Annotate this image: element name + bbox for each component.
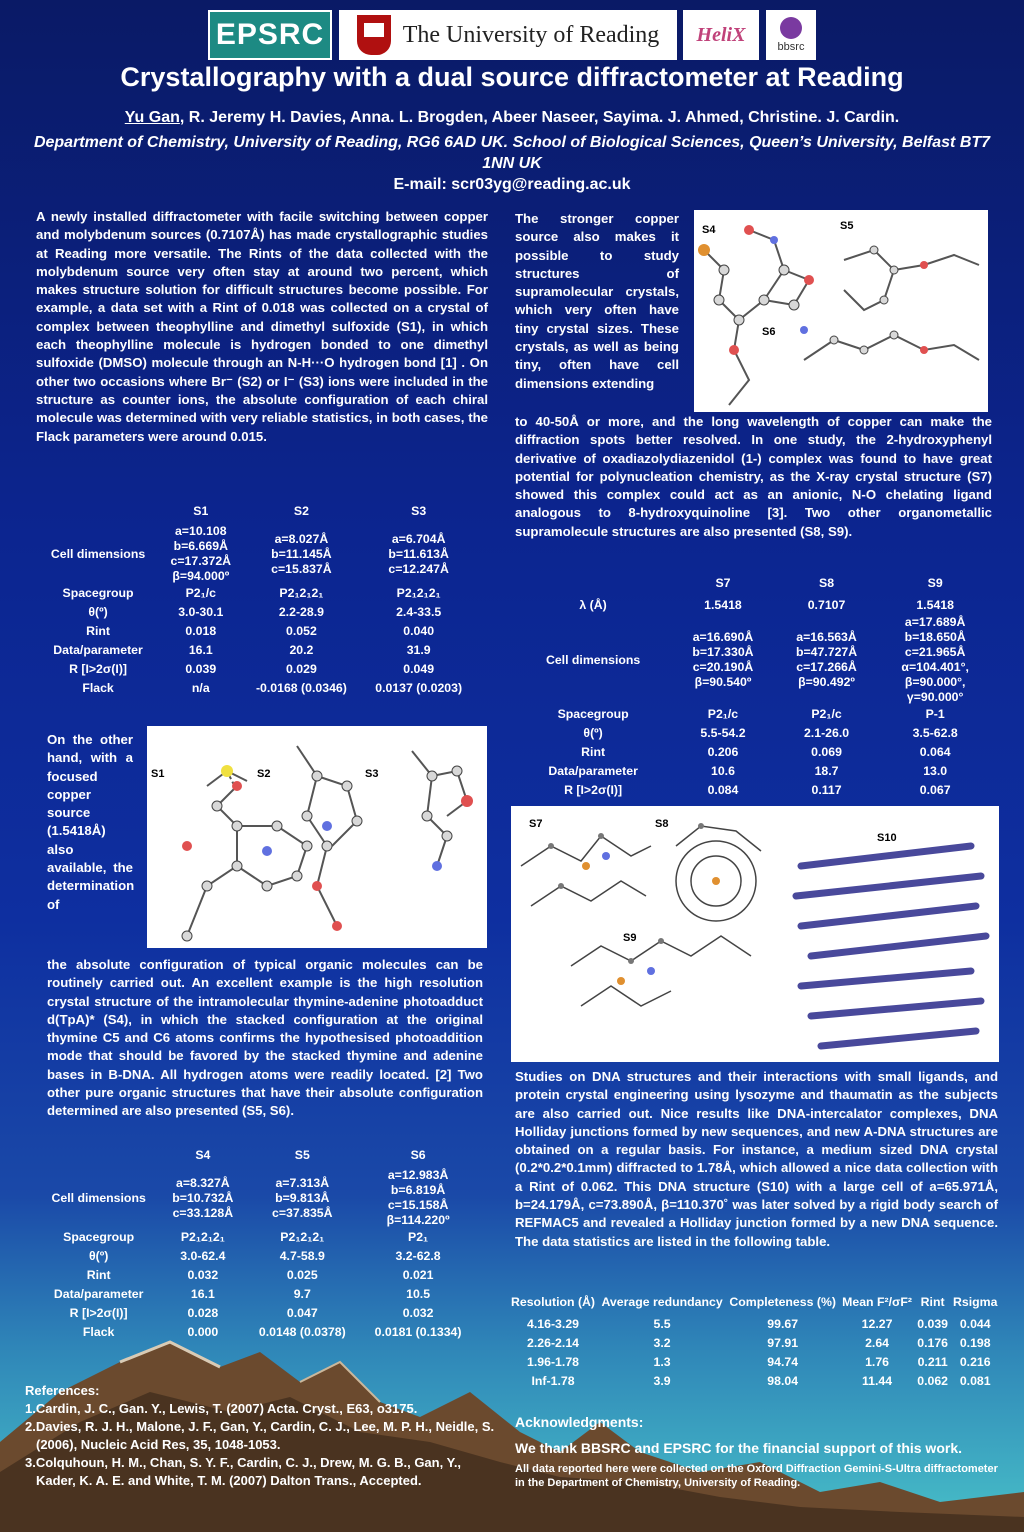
- column-header: S3: [411, 503, 427, 518]
- table-cell: 5.5-54.2: [700, 726, 746, 740]
- column-header: S6: [410, 1147, 426, 1162]
- table-row: [515, 705, 992, 724]
- table-row: [36, 679, 476, 698]
- table-cell: 1.76: [865, 1355, 890, 1369]
- table-cell: 0.7107: [807, 598, 846, 612]
- table-cell: 3.9: [653, 1374, 671, 1388]
- table-cell: 0.029: [286, 662, 317, 676]
- table-header-row: [36, 1145, 476, 1168]
- table-cell: P2₁/c: [185, 586, 216, 600]
- acknowledgments-heading: Acknowledgments:: [515, 1414, 644, 1430]
- table-cell: -0.0168 (0.0346): [255, 681, 347, 695]
- copper-paragraph-b: the absolute configuration of typical organic molecules can be routinely carried out. An excellent example is the high resolution crystal structure of the intramolecular thymine-adenine photoadduct d(TpA)* (S4), in which the stacked configuration at the original thymine C5 and C6 atoms confirms the hypothesised photoaddition mode that should be favored by the stacked thymine and adenine bases in B-DNA. All hydrogen atoms were readily located. [2] Two other pure organic structures that have their absolute configuration determined are also presented (S5, S6).: [47, 957, 483, 1119]
- label-s4: S4: [702, 224, 716, 236]
- row-label: Inf-1.78: [531, 1374, 575, 1388]
- table-cell: 0.211: [917, 1355, 948, 1369]
- column-header: S4: [195, 1147, 211, 1162]
- table-cell: P2₁2₁2₁: [396, 586, 441, 600]
- row-label: Spacegroup: [62, 586, 134, 600]
- table-cell: 0.216: [959, 1355, 991, 1369]
- stronger-paragraph-a: The stronger copper source also makes it possible to study structures of supramolecular crystals, which very often have tiny crystal sizes. These crystals, as well as being tiny, often have cell dimensions extending: [515, 211, 679, 391]
- epsrc-logo: EPSRC: [208, 10, 332, 60]
- table-cell: 0.176: [917, 1336, 949, 1350]
- table-cell: 0.032: [402, 1306, 434, 1320]
- copper-paragraph-a: On the other hand, with a focused copper source (1.5418Å) also available, the determination of: [47, 732, 135, 912]
- table-cell: 0.044: [959, 1317, 991, 1331]
- column-header: S1: [193, 503, 209, 518]
- table-cell: 31.9: [406, 643, 431, 657]
- table-cell: 12.27: [861, 1317, 893, 1331]
- table-cell: 0.025: [286, 1268, 318, 1282]
- row-label: Spacegroup: [63, 1230, 135, 1244]
- table-s1-s3: [36, 501, 476, 698]
- table-cell: 4.7-58.9: [279, 1249, 325, 1263]
- table-cell: 2.4-33.5: [396, 605, 442, 619]
- table-row: [508, 1353, 1000, 1372]
- table-cell: P2₁2₁2₁: [279, 586, 324, 600]
- row-label: R [I>2σ(I)]: [69, 1306, 128, 1320]
- table-row: [36, 524, 476, 584]
- table-cell: 1.5418: [704, 598, 742, 612]
- row-label: Cell dimensions: [51, 1190, 146, 1205]
- column-header: Mean F²/σF²: [842, 1294, 912, 1309]
- table-cell: 0.032: [187, 1268, 219, 1282]
- row-label: Rint: [581, 745, 606, 759]
- table-cell: a=7.313Å b=9.813Å c=37.835Å: [272, 1175, 333, 1220]
- row-label: 4.16-3.29: [527, 1317, 579, 1331]
- intro-paragraph: A newly installed diffractometer with facile switching between copper and molybdenum sources (0.7107Å) has made crystallographic studies at Reading more versatile. The Rints of the data collected with the molybdenum source very often stay at around two percent, which makes structure solution for difficult structures become possible. For example, a data set with a Rint of 0.018 was collected on a crystal of complex between theophylline and dimethyl sulfoxide (S1), in which each theophylline molecule is hydrogen bonded to one dimethyl sulfoxide (DMSO) molecule through an N-H···O hydrogen bond [1] . On other two occasions where Br⁻ (S2) or I⁻ (S3) ions were included in the structure as counter ions, the absolute configuration of each chiral molecule was determined with very reliable statistics, in both cases, the Flack parameters were around 0.015.: [36, 209, 488, 444]
- table-cell: 0.040: [403, 624, 435, 638]
- acknowledgments-section: [515, 1414, 999, 1490]
- column-header: S8: [819, 575, 835, 590]
- table-cell: a=8.027Å b=11.145Å c=15.837Å: [271, 531, 332, 576]
- row-label: Rint: [86, 1268, 111, 1282]
- table-cell: 18.7: [814, 764, 839, 778]
- column-header: Resolution (Å): [511, 1294, 596, 1309]
- bbsrc-mark-icon: [780, 17, 802, 39]
- table-cell: 3.5-62.8: [912, 726, 958, 740]
- table-cell: 20.2: [289, 643, 314, 657]
- table-cell: 3.2-62.8: [395, 1249, 441, 1263]
- table-cell: a=8.327Å b=10.732Å c=33.128Å: [172, 1175, 234, 1220]
- table-cell: 1.3: [653, 1355, 671, 1369]
- table-row: [515, 743, 992, 762]
- table-row: [515, 596, 992, 615]
- table-header-row: [508, 1292, 1000, 1315]
- table-row: [36, 1323, 476, 1342]
- table-cell: 0.062: [917, 1374, 949, 1388]
- column-header: S5: [294, 1147, 310, 1162]
- helix-logo: HeliX: [683, 10, 759, 60]
- label-s1: S1: [151, 768, 165, 780]
- table-cell: 0.000: [187, 1325, 219, 1339]
- table-cell: 0.198: [959, 1336, 991, 1350]
- row-label: Data/parameter: [548, 764, 638, 778]
- table-row: [36, 584, 476, 603]
- references-section: [25, 1382, 495, 1490]
- table-cell: 98.04: [767, 1374, 799, 1388]
- row-label: Data/parameter: [53, 1287, 144, 1301]
- table-cell: P2₁: [408, 1230, 429, 1244]
- reference-item: 1.Cardin, J. C., Gan. Y., Lewis, T. (2007) Acta. Cryst., E63, o3175.: [25, 1401, 418, 1416]
- table-row: [508, 1334, 1000, 1353]
- table-row: [36, 641, 476, 660]
- figure-s4-s6: [694, 210, 988, 412]
- table-cell: 0.018: [185, 624, 217, 638]
- table-cell: 2.1-26.0: [803, 726, 850, 740]
- column-header: S2: [293, 503, 309, 518]
- row-label: θ(º): [88, 1249, 109, 1263]
- crest-icon: [357, 15, 391, 55]
- table-cell: 0.0148 (0.0378): [258, 1325, 346, 1339]
- column-header: Completeness (%): [729, 1294, 836, 1309]
- table-cell: 16.1: [190, 1287, 215, 1301]
- table-cell: 0.117: [811, 783, 842, 797]
- label-s5: S5: [840, 220, 854, 232]
- table-cell: 97.91: [767, 1336, 799, 1350]
- table-row: [36, 1228, 476, 1247]
- table-cell: 0.064: [919, 745, 951, 759]
- column-header: S7: [715, 575, 731, 590]
- table-cell: a=17.689Å b=18.650Å c=21.965Å α=104.401°, β=90.000°, γ=90.000°: [901, 615, 969, 704]
- table-cell: 16.1: [188, 643, 213, 657]
- table-cell: 5.5: [653, 1317, 671, 1331]
- row-label: R [I>2σ(I)]: [69, 662, 128, 676]
- table-cell: a=10.108 b=6.669Å c=17.372Å β=94.000º: [170, 524, 232, 583]
- table-cell: P2₁/c: [707, 707, 739, 721]
- table-cell: P-1: [925, 707, 945, 721]
- table-row: [508, 1372, 1000, 1391]
- table-row: [508, 1315, 1000, 1334]
- row-label: R [I>2σ(I)]: [564, 783, 623, 797]
- table-s7-s9: [515, 573, 992, 800]
- column-header: Rsigma: [953, 1294, 998, 1309]
- row-label: θ(º): [88, 605, 108, 619]
- table-row: [36, 1285, 476, 1304]
- row-label: Spacegroup: [557, 707, 629, 721]
- table-cell: 0.028: [187, 1306, 219, 1320]
- row-label: λ (Å): [579, 598, 607, 612]
- table-cell: 3.2: [653, 1336, 671, 1350]
- table-header-row: [515, 573, 992, 596]
- column-header: Average redundancy: [601, 1294, 723, 1309]
- table-cell: 13.0: [923, 764, 948, 778]
- row-label: Cell dimensions: [545, 652, 641, 667]
- table-cell: 10.5: [406, 1287, 431, 1301]
- label-s10: S10: [877, 832, 897, 844]
- first-author: Yu Gan: [124, 109, 180, 126]
- label-s8: S8: [655, 818, 669, 830]
- table-row: [36, 1304, 476, 1323]
- table-cell: a=6.704Å b=11.613Å c=12.247Å: [388, 531, 449, 576]
- bbsrc-logo: bbsrc: [766, 10, 816, 60]
- column-header: S9: [927, 575, 943, 590]
- poster-title: Crystallography with a dual source diffractometer at Reading: [120, 62, 904, 92]
- label-s6: S6: [762, 326, 776, 338]
- table-s4-s6: [36, 1145, 476, 1342]
- row-label: Cell dimensions: [50, 546, 146, 561]
- table-cell: 0.0181 (0.1334): [374, 1325, 462, 1339]
- table-cell: 0.039: [917, 1317, 949, 1331]
- row-label: θ(º): [583, 726, 603, 740]
- dna-paragraph: Studies on DNA structures and their interactions with small ligands, and protein crystal engineering using lysozyme and thaumatin as the subjects are also carried out. Nice results like DNA-intercalator complexes, DNA Holliday junctions formed by new sequences, and new A-DNA structures are obtained on a regular basis. For instance, a medium sized DNA crystal (0.2*0.2*0.1mm) diffracted to 1.78Å, which allowed a nice data collection with a Rint of 0.062. This DNA structure (S10) with a large cell of a=65.971Å, b=24.179Å, c=73.890Å, β=110.370˚ was later solved by a rigid body search of REFMAC5 and revealed a Holliday junction formed by a new DNA sequence. The data statistics are listed in the following table.: [515, 1069, 998, 1249]
- table-cell: 2.64: [865, 1336, 890, 1350]
- molecule-structures-s4-s6: [694, 210, 988, 412]
- reference-list: [25, 1400, 495, 1490]
- row-label: 1.96-1.78: [527, 1355, 579, 1369]
- table-row: [515, 781, 992, 800]
- table-cell: 9.7: [293, 1287, 311, 1301]
- molecule-structures-s1-s3: [147, 726, 487, 948]
- table-cell: 10.6: [711, 764, 735, 778]
- row-label: 2.26-2.14: [527, 1336, 579, 1350]
- table-cell: 0.021: [402, 1268, 434, 1282]
- reference-item: 3.Colquhoun, H. M., Chan, S. Y. F., Cardin, C. J., Drew, M. G. B., Gan, Y., Kader, K. A. E. and White, T. M. (2007) Dalton Trans., Accepted.: [25, 1455, 462, 1488]
- table-cell: P2₁2₁2₁: [280, 1230, 325, 1244]
- table-cell: a=12.983Å b=6.819Å c=15.158Å β=114.220º: [386, 1168, 450, 1227]
- table-cell: 0.047: [286, 1306, 318, 1320]
- figure-s1-s3: [147, 726, 487, 948]
- affiliations: Department of Chemistry, University of Reading, RG6 6AD UK. School of Biological Sciences, Queen’s University, Belfast BT7 1NN UK: [33, 134, 991, 172]
- table-row: [36, 1168, 476, 1228]
- row-label: Rint: [86, 624, 110, 638]
- table-cell: 0.067: [919, 783, 951, 797]
- other-authors: , R. Jeremy H. Davies, Anna. L. Brogden, Abeer Naseer, Sayima. J. Ahmed, Christine. J. Cardin.: [179, 109, 900, 126]
- table-cell: P2₁/c: [811, 707, 842, 721]
- stronger-paragraph-b: to 40-50Å or more, and the long wavelength of copper can make the diffraction spots better resolved. In one study, the 2-hydroxyphenyl derivative of oxadiazolydiazenidol (1-) complex was found to have great potential for polynucleation chemistry, as the X-ray crystal structure (S7) showed this complex could act as an anionic, N-O chelating ligand analogous to 8-hydroxyquinoline [3]. Two other organometallic supramolecule structures are also presented (S8, S9).: [515, 414, 992, 539]
- table-cell: 11.44: [862, 1374, 893, 1388]
- table-cell: 1.5418: [916, 598, 954, 612]
- table-cell: n/a: [191, 681, 210, 695]
- table-row: [36, 622, 476, 641]
- table-row: [515, 762, 992, 781]
- table-cell: 0.0137 (0.0203): [375, 681, 463, 695]
- author-list: [20, 108, 1004, 128]
- acknowledgments-note: All data reported here were collected on the Oxford Diffraction Gemini-S-Ultra diffractometer in the Department of Chemistry, University of Reading.: [515, 1463, 998, 1489]
- column-header: [36, 501, 160, 524]
- row-label: Flack: [82, 681, 114, 695]
- table-cell: 0.052: [286, 624, 317, 638]
- reference-item: 2.Davies, R. J. H., Malone, J. F., Gan, Y., Cardin, C. J., Lee, M. P. H., Neidle, S. (2006), Nucleic Acid Res, 35, 1048-1053.: [25, 1419, 495, 1452]
- table-cell: 3.0-30.1: [178, 605, 224, 619]
- table-cell: P2₁2₁2₁: [180, 1230, 225, 1244]
- table-cell: 0.206: [707, 745, 739, 759]
- table-row: [36, 1266, 476, 1285]
- table-cell: 99.67: [767, 1317, 799, 1331]
- table-dna-statistics: [508, 1292, 1000, 1391]
- table-cell: 0.084: [707, 783, 739, 797]
- figure-s7-s10: [511, 806, 999, 1062]
- row-label: Data/parameter: [53, 643, 143, 657]
- university-of-reading-logo: The University of Reading: [339, 10, 677, 60]
- label-s2: S2: [257, 768, 271, 780]
- row-label: Flack: [82, 1325, 115, 1339]
- label-s3: S3: [365, 768, 379, 780]
- column-header: [515, 573, 671, 596]
- table-cell: 0.039: [185, 662, 217, 676]
- column-header: Rint: [920, 1294, 945, 1309]
- crystal-structures-s7-s10: [511, 806, 999, 1062]
- table-row: [36, 1247, 476, 1266]
- table-header-row: [36, 501, 476, 524]
- table-cell: 94.74: [767, 1355, 799, 1369]
- table-cell: 0.049: [403, 662, 435, 676]
- references-heading: References:: [25, 1383, 100, 1398]
- table-row: [36, 603, 476, 622]
- acknowledgments-text: We thank BBSRC and EPSRC for the financial support of this work.: [515, 1440, 963, 1456]
- table-cell: 0.081: [959, 1374, 991, 1388]
- table-row: [515, 724, 992, 743]
- table-cell: 0.069: [811, 745, 842, 759]
- table-cell: 2.2-28.9: [278, 605, 324, 619]
- table-cell: a=16.563Å b=47.727Å c=17.266Å β=90.492º: [795, 630, 858, 689]
- column-header: [36, 1145, 161, 1168]
- contact-email[interactable]: E-mail: scr03yg@reading.ac.uk: [393, 176, 631, 193]
- table-cell: 3.0-62.4: [180, 1249, 226, 1263]
- label-s9: S9: [623, 932, 637, 944]
- table-row: [515, 615, 992, 705]
- table-cell: a=16.690Å b=17.330Å c=20.190Å β=90.540º: [692, 630, 754, 689]
- label-s7: S7: [529, 818, 543, 830]
- table-row: [36, 660, 476, 679]
